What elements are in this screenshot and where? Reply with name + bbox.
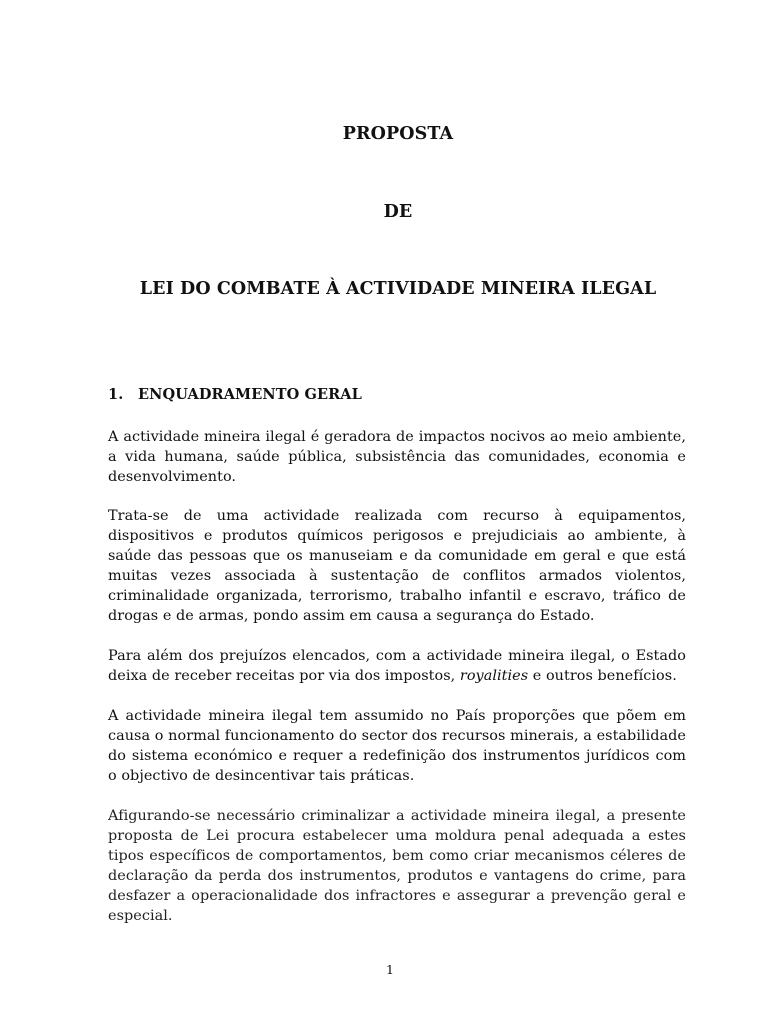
paragraph-lost-revenue-italic: royalities xyxy=(459,668,529,684)
page-number: 1 xyxy=(386,962,394,977)
paragraph-criminalization: Afigurando-se necessário criminalizar a actividade mineira ilegal, a presente proposta de Lei procura estabelecer uma moldura penal adequada a estes tipos específicos de comportamentos, bem como criar mecanismos céleres de declaração da perda dos instrumentos, produtos e vantagens do crime, para desfazer a operacionalidade dos infractores e assegurar a prevenção geral e especial. xyxy=(108,808,686,924)
paragraph-lost-revenue-text-a: Para além dos prejuízos elencados, com a actividade mineira ilegal, o Estado deixa de receber receitas por via dos impostos, xyxy=(108,648,686,684)
paragraph-lost-revenue xyxy=(108,646,686,686)
paragraph-proportions: A actividade mineira ilegal tem assumido no País proporções que põem em causa o normal funcionamento do sector dos recursos minerais, a estabilidade do sistema económico e requer a redefinição dos instrumentos jurídicos com o objectivo de desincentivar tais práticas. xyxy=(108,708,686,784)
paragraph-impacts: A actividade mineira ilegal é geradora de impactos nocivos ao meio ambiente, a vida humana, saúde pública, subsistência das comunidades, economia e desenvolvimento. xyxy=(108,429,686,485)
title-line-law-name: LEI DO COMBATE À ACTIVIDADE MINEIRA ILEGAL xyxy=(139,279,657,299)
section-number: 1. xyxy=(108,386,124,403)
title-line-de: DE xyxy=(383,202,413,222)
title-line-proposta: PROPOSTA xyxy=(342,124,454,144)
paragraph-lost-revenue-text-b: e outros benefícios. xyxy=(528,668,677,684)
section-heading xyxy=(108,386,362,403)
section-title: ENQUADRAMENTO GERAL xyxy=(138,386,362,403)
paragraph-activity-description: Trata-se de uma actividade realizada com recurso à equipamentos, dispositivos e produtos químicos perigosos e prejudiciais ao ambiente, à saúde das pessoas que os manuseiam e da comunidade em geral e que está muitas vezes associada à sustentação de conflitos armados violentos, criminalidade organizada, terrorismo, trabalho infantil e escravo, tráfico de drogas e de armas, pondo assim em causa a segurança do Estado. xyxy=(108,508,686,624)
